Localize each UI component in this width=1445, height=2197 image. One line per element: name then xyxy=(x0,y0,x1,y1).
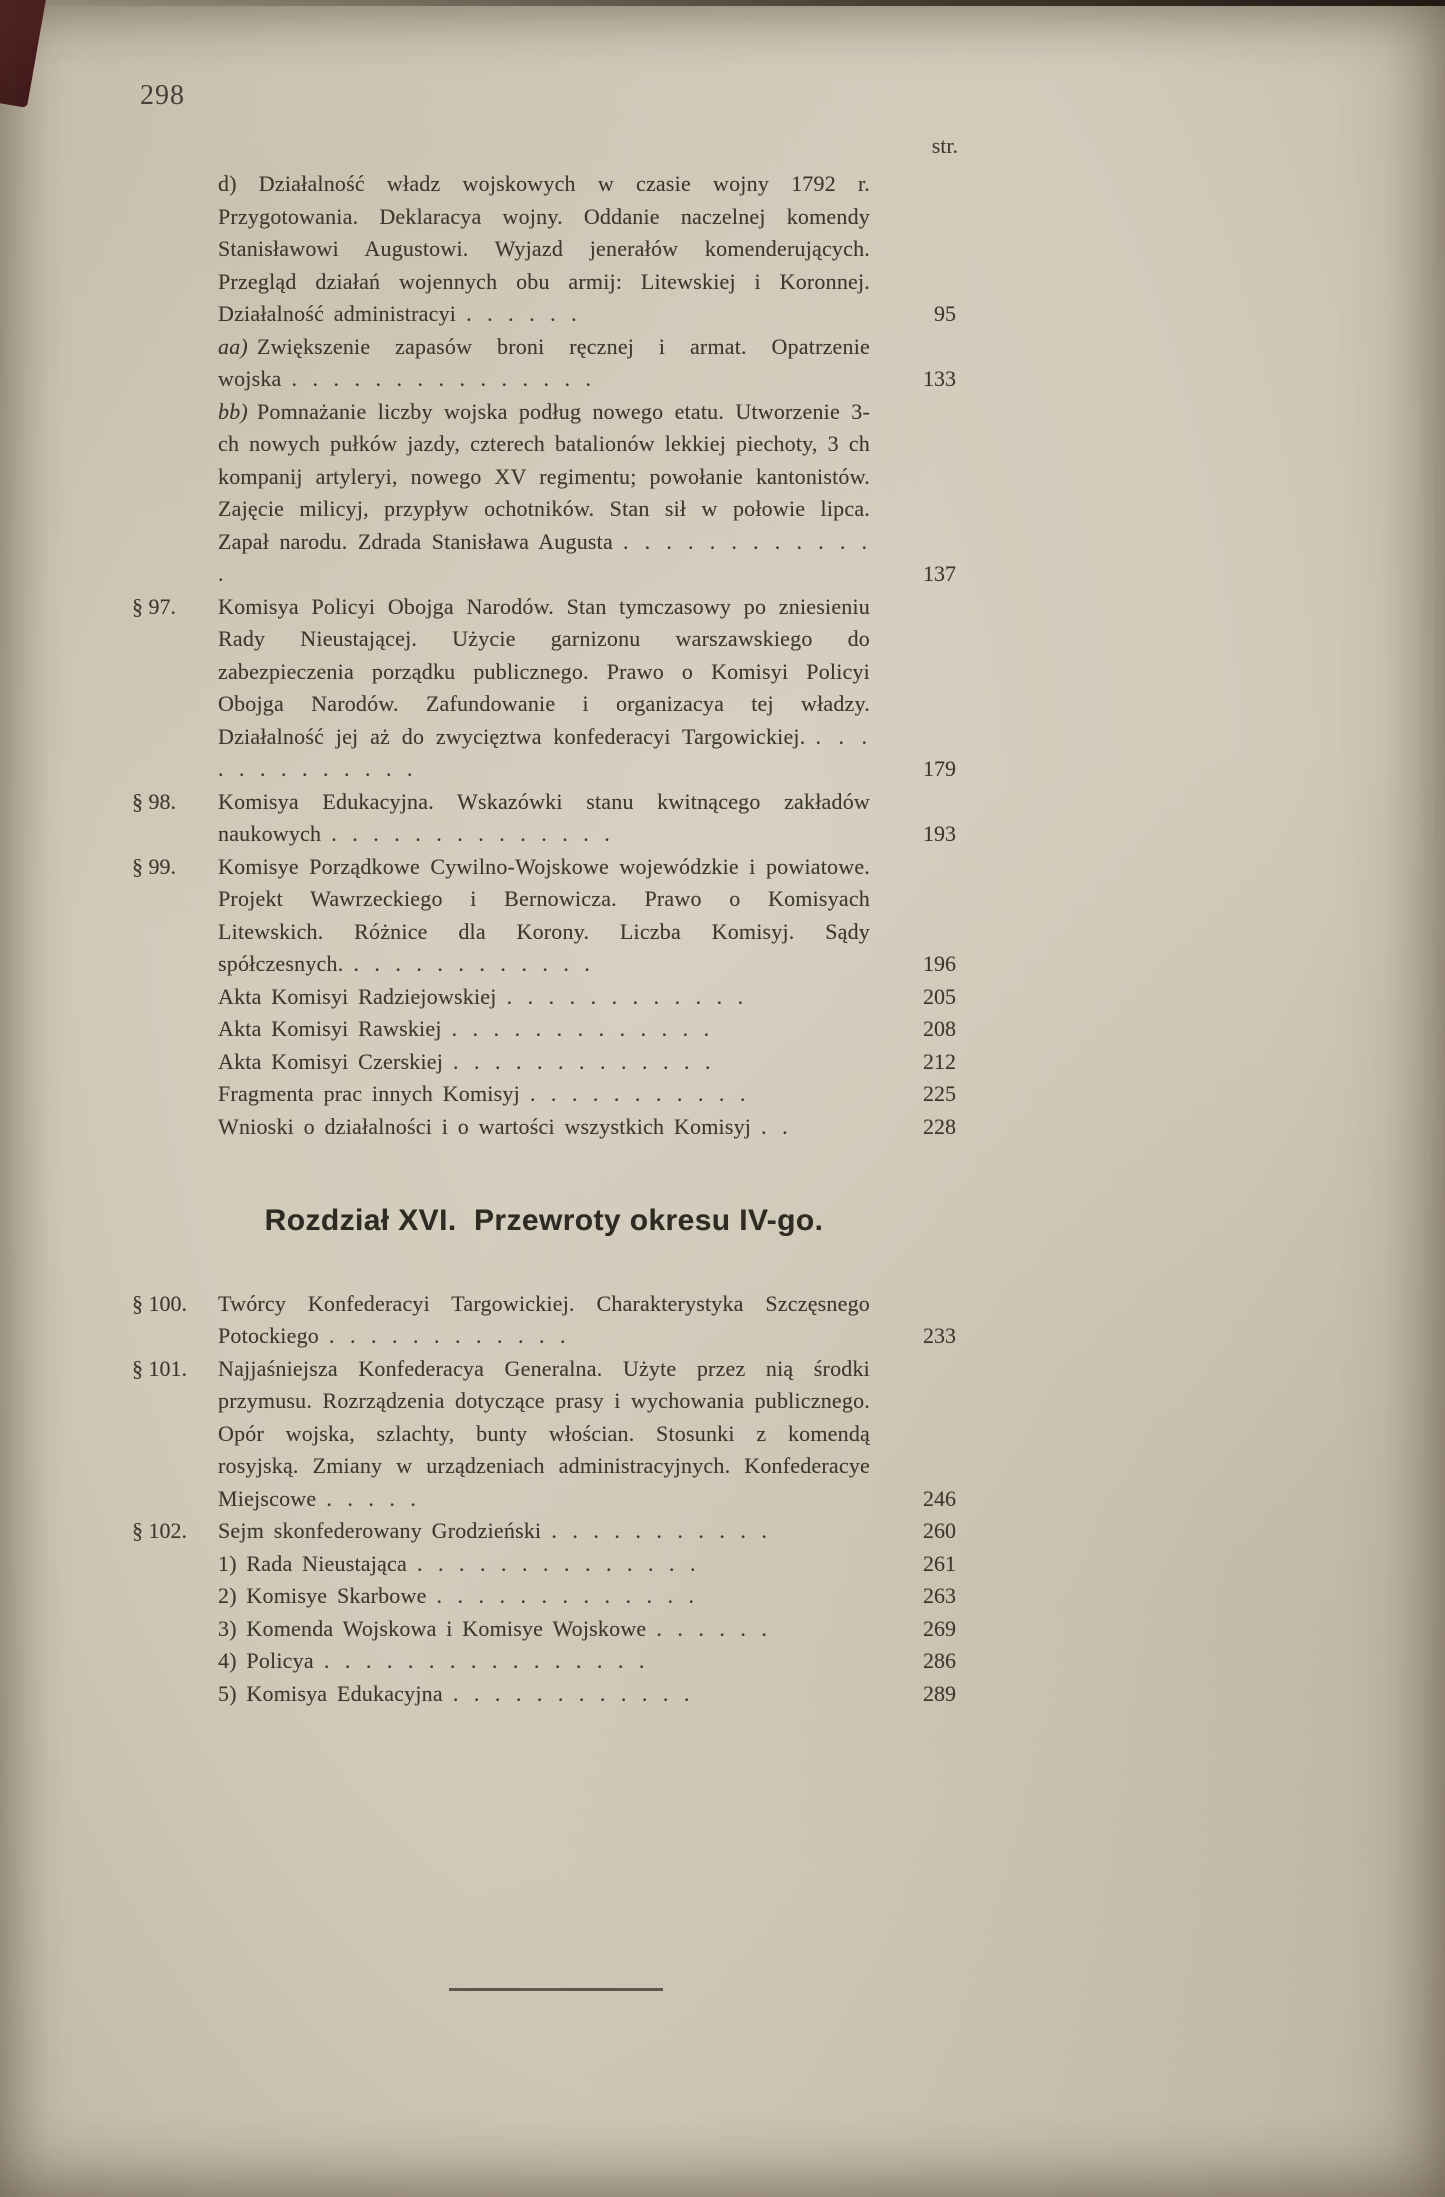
entry-text: Akta Komisyi Rawskiej xyxy=(218,1016,442,1041)
entry-text-block xyxy=(218,1678,870,1711)
dot-leader: . . . . . . . . . . . . . xyxy=(436,1583,698,1608)
dot-leader: . . . . . . . . . . . . . xyxy=(218,528,871,586)
toc-entry xyxy=(132,1645,956,1678)
entry-text: 3) Komenda Wojskowa i Komisye Wojskowe xyxy=(218,1615,647,1641)
toc-entry xyxy=(132,1548,956,1581)
dot-leader: . . . . . . . . . . . . xyxy=(353,951,593,976)
entry-prefix: aa) xyxy=(218,333,248,359)
entry-page-number: 205 xyxy=(923,983,956,1009)
entry-text-block xyxy=(218,1288,870,1353)
entry-number xyxy=(132,331,218,396)
entry-prefix: bb) xyxy=(218,398,248,424)
toc-entry xyxy=(132,1078,956,1111)
entry-number xyxy=(132,1111,218,1144)
entry-page-number: 179 xyxy=(923,756,956,781)
entry-page-number: 225 xyxy=(923,1081,956,1106)
entry-text: Komisye Porządkowe Cywilno-Wojskowe wojewódzkie i powiatowe. Projekt Wawrzeckiego i Bernowicza. Prawo o Komisyach Litewskich. Różnice dla Korony. Liczba Komisyj. Sądy spółczesnych. xyxy=(218,853,870,976)
entry-text: Akta Komisyi Czerskiej xyxy=(218,1048,444,1074)
entry-number xyxy=(132,1548,218,1581)
dot-leader: . . . . . . . . . . . . . xyxy=(451,1016,713,1041)
entry-page-number: 233 xyxy=(923,1323,956,1348)
toc-entry xyxy=(132,1288,956,1353)
dot-leader: . . xyxy=(761,1113,791,1139)
entry-page-number: 260 xyxy=(923,1518,956,1543)
toc-entry xyxy=(132,981,956,1014)
scan-corner-artifact xyxy=(0,0,48,108)
entry-page-number: 212 xyxy=(923,1048,956,1074)
entry-text: d) Działalność władz wojskowych w czasie wojny 1792 r. Przygotowania. Deklaracya wojny. Oddanie naczelnej komendy Stanisławowi Augustowi. Wyjazd jenerałów komenderujących. Przegląd działań wojennych obu armij: Litewskiej i Koronnej. Działalność administracyi xyxy=(218,171,870,326)
toc-entry xyxy=(132,1580,956,1613)
entry-text: Pomnażanie liczby wojska podług nowego etatu. Utworzenie 3-ch nowych pułków jazdy, czterech batalionów lekkiej piechoty, 3 ch kompanij artyleryi, nowego XV regimentu; powołanie kantonistów. Zajęcie milicyj, przypływ ochotników. Stan sił w połowie lipca. Zapał narodu. Zdrada Stanisława Augusta xyxy=(218,398,870,554)
chapter-heading: Rozdział XVI. Przewroty okresu IV-go. xyxy=(264,1204,824,1237)
toc-entry xyxy=(132,1678,956,1711)
toc-entry xyxy=(132,851,956,981)
entry-number xyxy=(132,396,218,591)
entry-text-block xyxy=(218,1046,870,1079)
entry-number xyxy=(132,1046,218,1079)
entry-number xyxy=(132,1013,218,1046)
dot-leader: . . . . . . . . . . . . . . . xyxy=(291,366,595,391)
entry-page-number: 269 xyxy=(923,1615,956,1641)
toc-entry xyxy=(132,331,956,396)
dot-leader: . . . . . . xyxy=(466,301,580,326)
entry-number xyxy=(132,168,218,331)
entry-text: Wnioski o działalności i o wartości wszystkich Komisyj xyxy=(218,1113,752,1139)
entry-page-number: 261 xyxy=(923,1550,956,1576)
entry-text-block xyxy=(218,1353,870,1516)
entry-text-block xyxy=(218,786,870,851)
dot-leader: . . . . . . . . . . . . xyxy=(329,1323,569,1348)
entry-text: Akta Komisyi Radziejowskiej xyxy=(218,983,497,1009)
dot-leader: . . . . . . . . . . . xyxy=(551,1518,770,1543)
entry-page-number: 263 xyxy=(923,1583,956,1608)
dot-leader: . . . . . . . . . . . . xyxy=(506,983,747,1009)
entry-number: § 101. xyxy=(132,1355,187,1381)
scan-edge-top xyxy=(0,0,1445,6)
entry-text-block xyxy=(218,591,870,786)
entry-text: 2) Komisye Skarbowe xyxy=(218,1583,427,1608)
dot-leader: . . . . . . . . . . . xyxy=(529,1081,749,1106)
entry-text: Komisya Policyi Obojga Narodów. Stan tymczasowy po zniesieniu Rady Nieustającej. Użycie garnizonu warszawskiego do zabezpieczenia porządku publicznego. Prawo o Komisyi Policyi Obojga Narodów. Zafundowanie i organizacya tej władzy. Działalność jej aż do zwycięztwa konfederacyi Targowickiej. xyxy=(218,593,870,749)
page-column-header: str. xyxy=(931,133,958,158)
entry-number xyxy=(132,1613,218,1646)
entry-text: 4) Policya xyxy=(218,1648,314,1673)
entry-text: Zwiększenie zapasów broni ręcznej i armat. Opatrzenie wojska xyxy=(218,333,870,391)
entry-text-block xyxy=(218,331,870,396)
entry-number xyxy=(132,1678,218,1711)
toc-entry xyxy=(132,396,956,591)
entry-number xyxy=(132,1580,218,1613)
entry-number xyxy=(132,1645,218,1678)
entry-page-number: 95 xyxy=(934,301,956,326)
entry-text-block xyxy=(218,981,870,1014)
toc-entry xyxy=(132,1353,956,1516)
entry-page-number: 133 xyxy=(923,366,956,391)
end-rule xyxy=(449,1988,663,1991)
entry-text: 5) Komisya Edukacyjna xyxy=(218,1680,443,1706)
toc-entry xyxy=(132,1013,956,1046)
entry-page-number: 289 xyxy=(923,1680,956,1706)
entry-number: § 100. xyxy=(132,1290,187,1316)
entry-text-block xyxy=(218,1078,870,1111)
entry-page-number: 286 xyxy=(923,1648,956,1673)
entry-number xyxy=(132,1078,218,1111)
toc-entry xyxy=(132,786,956,851)
entry-text-block xyxy=(218,1515,870,1548)
entry-text: Fragmenta prac innych Komisyj xyxy=(218,1081,520,1106)
entry-text-block xyxy=(218,1613,870,1646)
entry-text-block xyxy=(218,396,870,591)
entry-text-block xyxy=(218,168,870,331)
dot-leader: . . . . . . . . . . . . xyxy=(452,1680,693,1706)
entry-text: Komisya Edukacyjna. Wskazówki stanu kwitnącego zakładów naukowych xyxy=(218,788,870,846)
dot-leader: . . . . . xyxy=(326,1485,419,1511)
page-number-folio: 298 xyxy=(140,80,185,111)
toc-entry xyxy=(132,168,956,331)
entry-text: 1) Rada Nieustająca xyxy=(218,1550,407,1576)
toc-entry xyxy=(132,1613,956,1646)
toc-entry xyxy=(132,1111,956,1144)
toc-entry xyxy=(132,591,956,786)
entry-number: § 102. xyxy=(132,1518,187,1543)
dot-leader: . . . . . . . . . . . . . . . . xyxy=(323,1648,648,1673)
entry-page-number: 193 xyxy=(923,821,956,846)
entry-number: § 98. xyxy=(132,788,176,814)
entry-text-block xyxy=(218,1580,870,1613)
entry-page-number: 246 xyxy=(923,1485,956,1511)
table-of-contents xyxy=(132,168,956,1710)
entry-text-block xyxy=(218,1645,870,1678)
dot-leader: . . . . . . . . . . . . . . xyxy=(416,1550,699,1576)
entry-page-number: 196 xyxy=(923,951,956,976)
entry-page-number: 228 xyxy=(923,1113,956,1139)
entry-page-number: 208 xyxy=(923,1016,956,1041)
entry-text: Twórcy Konfederacyi Targowickiej. Charakterystyka Szczęsnego Potockiego xyxy=(218,1290,870,1348)
entry-text-block xyxy=(218,851,870,981)
entry-text: Najjaśniejsza Konfederacya Generalna. Użyte przez nią środki przymusu. Rozrządzenia dotyczące prasy i wychowania publicznego. Opór wojska, szlachty, bunty włościan. Stosunki z komendą rosyjską. Zmiany w urządzeniach administracyjnych. Konfederacye Miejscowe xyxy=(218,1355,870,1511)
entry-text-block xyxy=(218,1111,870,1144)
dot-leader: . . . . . . . . . . . . . xyxy=(453,1048,714,1074)
toc-entry xyxy=(132,1515,956,1548)
entry-page-number: 137 xyxy=(923,561,956,586)
dot-leader: . . . . . . xyxy=(656,1615,770,1641)
entry-number: § 97. xyxy=(132,593,176,619)
dot-leader: . . . . . . . . . . . . . xyxy=(218,723,870,781)
toc-entry xyxy=(132,1046,956,1079)
entry-number xyxy=(132,981,218,1014)
entry-text-block xyxy=(218,1013,870,1046)
entry-text: Sejm skonfederowany Grodzieński xyxy=(218,1518,542,1543)
dot-leader: . . . . . . . . . . . . . . xyxy=(331,821,613,846)
entry-text-block xyxy=(218,1548,870,1581)
entry-number: § 99. xyxy=(132,853,176,879)
